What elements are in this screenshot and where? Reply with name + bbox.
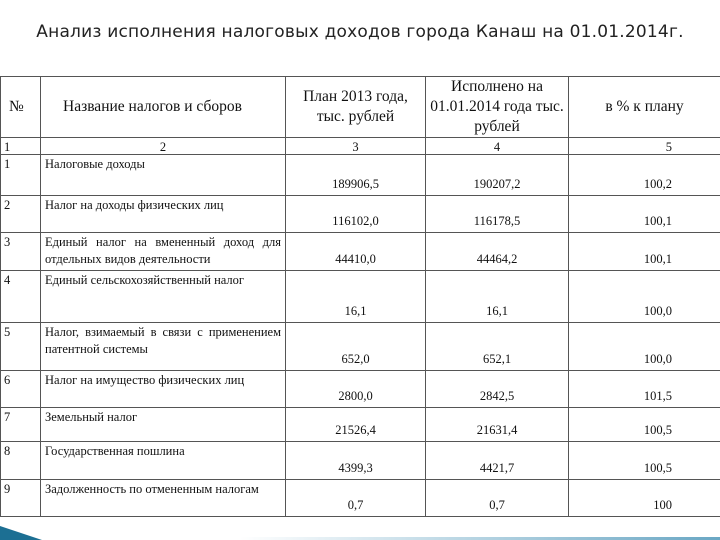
plan-value: 44410,0 [286, 233, 426, 271]
tax-name: Земельный налог [41, 408, 286, 442]
table-row [1, 196, 720, 233]
row-number: 1 [1, 155, 41, 196]
row-number: 2 [1, 196, 41, 233]
table-row [1, 233, 720, 271]
executed-value: 116178,5 [426, 196, 569, 233]
row-number: 4 [1, 271, 41, 323]
header-plan: План 2013 года, тыс. рублей [286, 77, 426, 138]
executed-value: 16,1 [426, 271, 569, 323]
tax-name: Налог, взимаемый в связи с применением патентной системы [41, 323, 286, 371]
plan-value: 116102,0 [286, 196, 426, 233]
plan-value: 652,0 [286, 323, 426, 371]
table-row [1, 408, 720, 442]
table-row [1, 480, 720, 517]
executed-value: 2842,5 [426, 371, 569, 408]
tax-name: Единый сельскохозяйственный налог [41, 271, 286, 323]
column-index-row [1, 138, 720, 155]
row-number: 9 [1, 480, 41, 517]
index-cell: 1 [1, 138, 41, 155]
table-row [1, 442, 720, 480]
tax-name: Налог на имущество физических лиц [41, 371, 286, 408]
tax-revenue-table [0, 76, 720, 517]
percent-value: 100,5 [569, 408, 720, 442]
percent-value: 101,5 [569, 371, 720, 408]
row-number: 7 [1, 408, 41, 442]
plan-value: 4399,3 [286, 442, 426, 480]
executed-value: 652,1 [426, 323, 569, 371]
row-number: 3 [1, 233, 41, 271]
corner-decoration [0, 526, 42, 540]
tax-name: Государственная пошлина [41, 442, 286, 480]
tax-name: Задолженность по отмененным налогам [41, 480, 286, 517]
index-cell: 3 [286, 138, 426, 155]
percent-value: 100,2 [569, 155, 720, 196]
header-percent: в % к плану [569, 77, 720, 138]
executed-value: 21631,4 [426, 408, 569, 442]
percent-value: 100,0 [569, 271, 720, 323]
executed-value: 44464,2 [426, 233, 569, 271]
header-number: № [1, 77, 41, 138]
percent-value: 100 [569, 480, 720, 517]
table-row [1, 271, 720, 323]
index-cell: 4 [426, 138, 569, 155]
table-row [1, 155, 720, 196]
executed-value: 0,7 [426, 480, 569, 517]
tax-name: Единый налог на вмененный доход для отдельных видов деятельности [41, 233, 286, 271]
row-number: 6 [1, 371, 41, 408]
header-executed: Исполнено на 01.01.2014 года тыс. рублей [426, 77, 569, 138]
executed-value: 4421,7 [426, 442, 569, 480]
percent-value: 100,1 [569, 233, 720, 271]
index-cell: 5 [569, 138, 720, 155]
tax-name: Налог на доходы физических лиц [41, 196, 286, 233]
table-row [1, 371, 720, 408]
percent-value: 100,1 [569, 196, 720, 233]
percent-value: 100,5 [569, 442, 720, 480]
executed-value: 190207,2 [426, 155, 569, 196]
plan-value: 2800,0 [286, 371, 426, 408]
index-cell: 2 [41, 138, 286, 155]
row-number: 8 [1, 442, 41, 480]
tax-name: Налоговые доходы [41, 155, 286, 196]
plan-value: 16,1 [286, 271, 426, 323]
plan-value: 189906,5 [286, 155, 426, 196]
header-tax-name: Название налогов и сборов [41, 77, 286, 138]
percent-value: 100,0 [569, 323, 720, 371]
page-title: Анализ исполнения налоговых доходов города Канаш на 01.01.2014г. [36, 22, 684, 42]
plan-value: 0,7 [286, 480, 426, 517]
plan-value: 21526,4 [286, 408, 426, 442]
table-row [1, 323, 720, 371]
row-number: 5 [1, 323, 41, 371]
header-row [1, 77, 720, 138]
